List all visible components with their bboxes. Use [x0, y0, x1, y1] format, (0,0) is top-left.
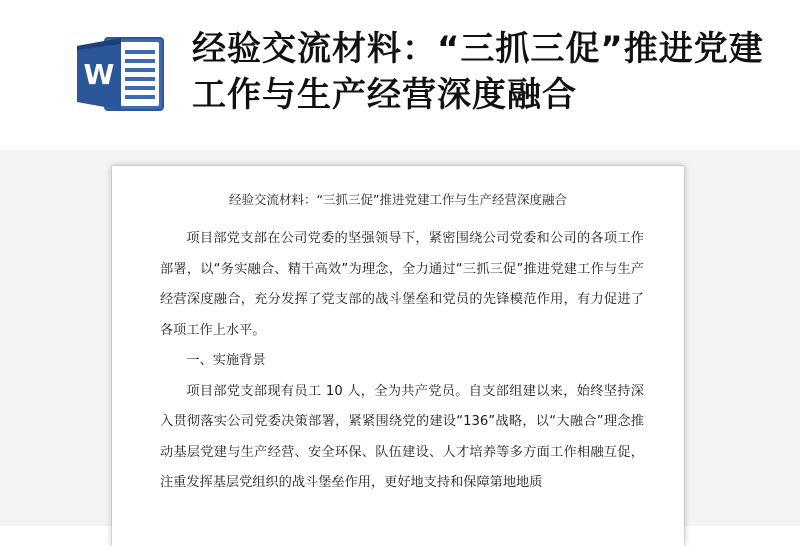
document-paragraph: 项目部党支部现有员工 10 人，全为共产党员。自支部组建以来，始终坚持深入贯彻落实公司党委决策部署，紧紧围绕党的建设“136”战略，以“大融合”理念推动基层党建与生产经营、安全环保、队伍建设、人才培养等多方面工作相融互促，注重发挥基层党组织的战斗堡垒作用，更好地支持和保障第地地质 [160, 383, 644, 490]
word-icon [75, 34, 167, 114]
document-paragraph: 项目部党支部在公司党委的坚强领导下，紧密围绕公司党委和公司的各项工作部署，以“务实融合、精干高效”为理念，全力通过“三抓三促”推进党建工作与生产经营深度融合，充分发挥了党支部的战斗堡垒和党员的先锋模范作用，有力促进了各项工作上水平。 [160, 231, 644, 338]
page-title: 经验交流材料：“三抓三促”推进党建工作与生产经营深度融合 [192, 29, 764, 115]
section-heading: 一、实施背景 [186, 353, 266, 368]
header [0, 0, 800, 150]
document-title: 经验交流材料：“三抓三促”推进党建工作与生产经营深度融合 [229, 192, 567, 207]
word-icon-letter: W [83, 58, 115, 91]
document-body [160, 224, 644, 499]
document-page [112, 166, 684, 546]
